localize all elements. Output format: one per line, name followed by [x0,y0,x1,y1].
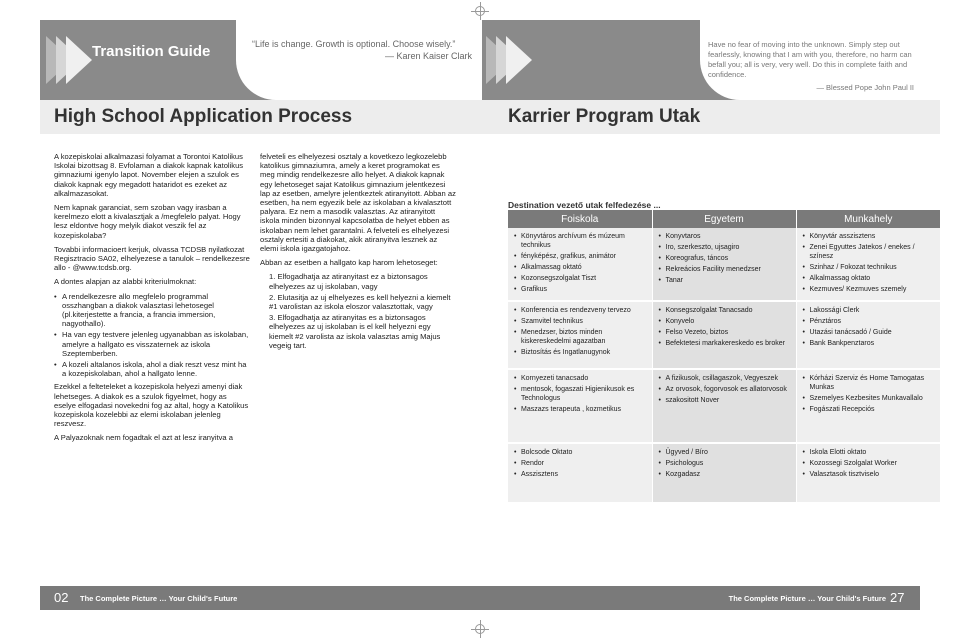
table-cell [652,444,796,502]
career-item: • Alkalmassag oktato [803,274,937,283]
career-item: • Asszisztens [514,470,648,479]
career-item: • Psichologus [659,459,792,468]
options-list [260,272,456,350]
career-item: • Iro, szerkeszto, ujsagiro [659,243,792,252]
page-title-right: Karrier Program Utak [508,106,701,127]
career-item: • Iskola Elotti oktato [803,448,937,457]
career-item: • Pénztáros [803,317,937,326]
career-list [659,232,792,285]
list-item: 1. Elfogadhatja az atiranyitast ez a biztonsagos elhelyezes az uj iskolaban, vagy [269,272,428,291]
table-cell [796,302,940,368]
paragraph: Ezekkel a felteteleket a kozepiskola helyezi amenyi diak lehetseges. A diakok es a szulok figyelmet, hogy as eselye elfogadasi novekedni fog az altal, hogy a Katolikus kozepiskola kozelebbi az elemi iskolaban jelenleg reszvesz. [54,382,249,429]
career-item: • Konyvelo [659,317,792,326]
career-list [514,306,648,357]
career-item: • Felso Vezeto, biztos [659,328,792,337]
list-item: 3. Elfogadhatja az atiranyitas es a biztonsagos elhelyezes az uj iskolaban is el kell helyezni egy kiemelt #2 varolista az iskola valasztas amig Majus vegeig tart. [269,313,441,350]
quote-right-text: Have no fear of moving into the unknown. Simply step out fearlessly, knowing that I am with you, therefore, no harm can befall you; all is very, very well. Do this in complete faith and confidence. [708,40,912,79]
career-item: • Menedzser, biztos minden kiskereskedelmi agazatban [514,328,648,346]
career-list [803,374,937,414]
table-cell [508,302,652,368]
career-item: • Lakossági Clerk [803,306,937,315]
paragraph: Nem kapnak garanciat, sem szoban vagy irasban a kerelmezo elott a kivalasztjak a /megfelelo palyat. Hogy lesz eldontve hogy melyik diakot veszik fel az kozepiskolaba? [54,203,241,240]
career-item: • mentosok, fogaszati Higienikusok es Technologus [514,385,648,403]
career-item: • Bank Bankpenztaros [803,339,937,348]
career-item: • Valasztasok tisztviselo [803,470,937,479]
table-cell [652,370,796,442]
table-cell [508,444,652,502]
career-item: • A fizikusok, csillagaszok, Vegyeszek [659,374,792,383]
career-item: • Zenei Egyuttes Jatekos / enekes / színesz [803,243,937,261]
table-cell [508,370,652,442]
career-item: • fényképész, grafikus, animátor [514,252,648,261]
paragraph: A dontes alapjan az alabbi kriteriulmoknat: [54,277,197,287]
criteria-list [54,292,250,379]
paragraph: A Palyazoknak nem fogadtak el azt at lesz iranyitva a [54,433,233,443]
career-item: • Grafikus [514,285,648,294]
footer-text-right: The Complete Picture … Your Child's Future [728,594,886,603]
career-list [514,448,648,479]
table-cell [796,370,940,442]
career-item: • Maszazs terapeuta , kozmetikus [514,405,648,414]
career-item: • Utazási tanácsadó / Guide [803,328,937,337]
table-cell [796,228,940,300]
career-item: • Az orvosok, fogorvosok es allatorvosok [659,385,792,394]
career-item: • szakositott Nover [659,396,792,405]
table-cell [508,228,652,300]
career-item: • Szamvitel technikus [514,317,648,326]
quote-left [252,38,472,62]
quote-right [708,40,914,93]
career-item: • Kozossegi Szolgalat Worker [803,459,937,468]
table-row [508,444,940,502]
table-cell [652,302,796,368]
career-item: • Kozgadasz [659,470,792,479]
career-item: • Rendor [514,459,648,468]
column-header-college: Foiskola [508,210,652,228]
career-item: • Ügyved / Bíro [659,448,792,457]
career-item: • Bolcsode Oktato [514,448,648,457]
list-item: • A kozeli altalanos iskola, ahol a diak reszt vesz mint ha a kozepiskolaban, ahol a hallgato lenne. [54,360,250,378]
career-item: • Szinhaz / Fokozat technikus [803,263,937,272]
crop-mark-bottom-v [480,620,481,638]
career-item: • Kornyezeti tanacsado [514,374,648,383]
career-item: • Tanar [659,276,792,285]
list-item: 2. Elutasitja az uj elhelyezes es kell helyezni a kiemelt #1 varolistan az iskola eloszor valasztottak, vagy [269,292,451,312]
career-item: • Koreografus, táncos [659,254,792,263]
column-header-workplace: Munkahely [796,210,940,228]
career-item: • Konyvtaros [659,232,792,241]
destination-title: Destination vezető utak felfedezése ... [508,200,661,210]
page-number-left: 02 [54,590,69,605]
page-title-left: High School Application Process [54,106,353,127]
career-item: • Szemelyes Kezbesites Munkavallalo [803,394,937,403]
chevron-arrow-icon [506,36,532,84]
career-item: • Fogászati Recepciós [803,405,937,414]
career-item: • Konferencia es rendezveny tervezo [514,306,648,315]
text-column-2 [260,152,456,355]
career-item: • Konsegszolgalat Tanacsado [659,306,792,315]
text-column-1 [54,152,250,448]
career-list [659,306,792,348]
list-item: • A rendelkezesre allo megfelelo programmal osszhangban a diakok valasztasi lehetosegel (pl.kiterjestette a francia, a francia immersion, nagyothallo). [54,292,250,329]
career-item: • Kezmuves/ Kezmuves szemely [803,285,937,294]
career-item: • Rekreácios Facility menedzser [659,265,792,274]
quote-left-text: “Life is change. Growth is optional. Choose wisely.” [252,39,456,49]
career-item: • Könyvtár asszisztens [803,232,937,241]
career-item: • Kórházi Szerviz és Home Tamogatas Munkas [803,374,937,392]
footer-text-left: The Complete Picture … Your Child's Future [80,594,238,603]
quote-left-author: — Karen Kaiser Clark [384,51,472,61]
career-list [659,448,792,479]
column-header-university: Egyetem [652,210,796,228]
paragraph: Abban az esetben a hallgato kap harom lehetoseget: [260,258,438,268]
career-item: • Biztosítás és Ingatlanugynok [514,348,648,357]
career-list [803,306,937,348]
career-item: • Befektetesi markakereskedo es broker [659,339,792,348]
paragraph: Tovabbi informacioert kerjuk, olvassa TCDSB nyilatkozat Regisztracio SA02, elhelyezese a tanulok – rendelkezesre allo - @www.tcdsb.org. [54,244,250,273]
quote-right-author: — Blessed Pope John Paul II [816,83,914,92]
table-cell [652,228,796,300]
career-list [803,232,937,294]
chevron-arrow-icon [66,36,92,84]
table-header-row [508,210,940,228]
table-row [508,370,940,442]
table-row [508,228,940,300]
career-list [803,448,937,479]
career-item: • Kozonsegszolgalat Tiszt [514,274,648,283]
career-item: • Könyvtáros archívum és múzeum technikus [514,232,648,250]
career-item: • Alkalmassag oktató [514,263,648,272]
guide-title: Transition Guide [92,43,211,60]
table-row [508,302,940,368]
page-number-right: 27 [890,590,905,605]
list-item: • Ha van egy testvere jelenleg ugyanabban as iskolaban, amelyre a hallgato es visszaternek az iskola Szeptemberben. [54,330,250,358]
career-list [659,374,792,405]
table-cell [796,444,940,502]
career-list [514,232,648,294]
crop-mark-top-v [480,2,481,20]
paragraph: A kozepiskolai alkalmazasi folyamat a Torontoi Katolikus Iskolai bizottsag 8. Evfolaman a diakok kapnak katolikus gimnaziumi igenylo lapot. November elejen a szulok es diakok kapnak egy megadott hataridot es ezeket az alkalmazasokat. [54,152,244,198]
career-table [508,210,940,502]
paragraph: felveteli es elhelyezesi osztaly a kovetkezo legkozelebb katolikus gimnaziumra, amely a keret programokat es meg mindig rendelkezesre allo helyet. A diakok kapnak egy lehetoseget sajat Katolikus gimnazium jelentkezesi lap az esetben, amelyre jelentkeztek atiranyitott. Abban az esetben, ha nem egyezik bele az iskolaban a kivalasztott palyara. Ez nem a masodik valasztas. Az atiranyitott iskola minden bizonnyal kapcsolatba de helyet ebben as iskolaban nem lehet garantalni. A felveteli es elhelyezesi osztaly ertesiti a diakokat, akik atiranyitva lesznek az elemi iskola igazgatojahoz. [260,152,456,254]
career-list [514,374,648,414]
